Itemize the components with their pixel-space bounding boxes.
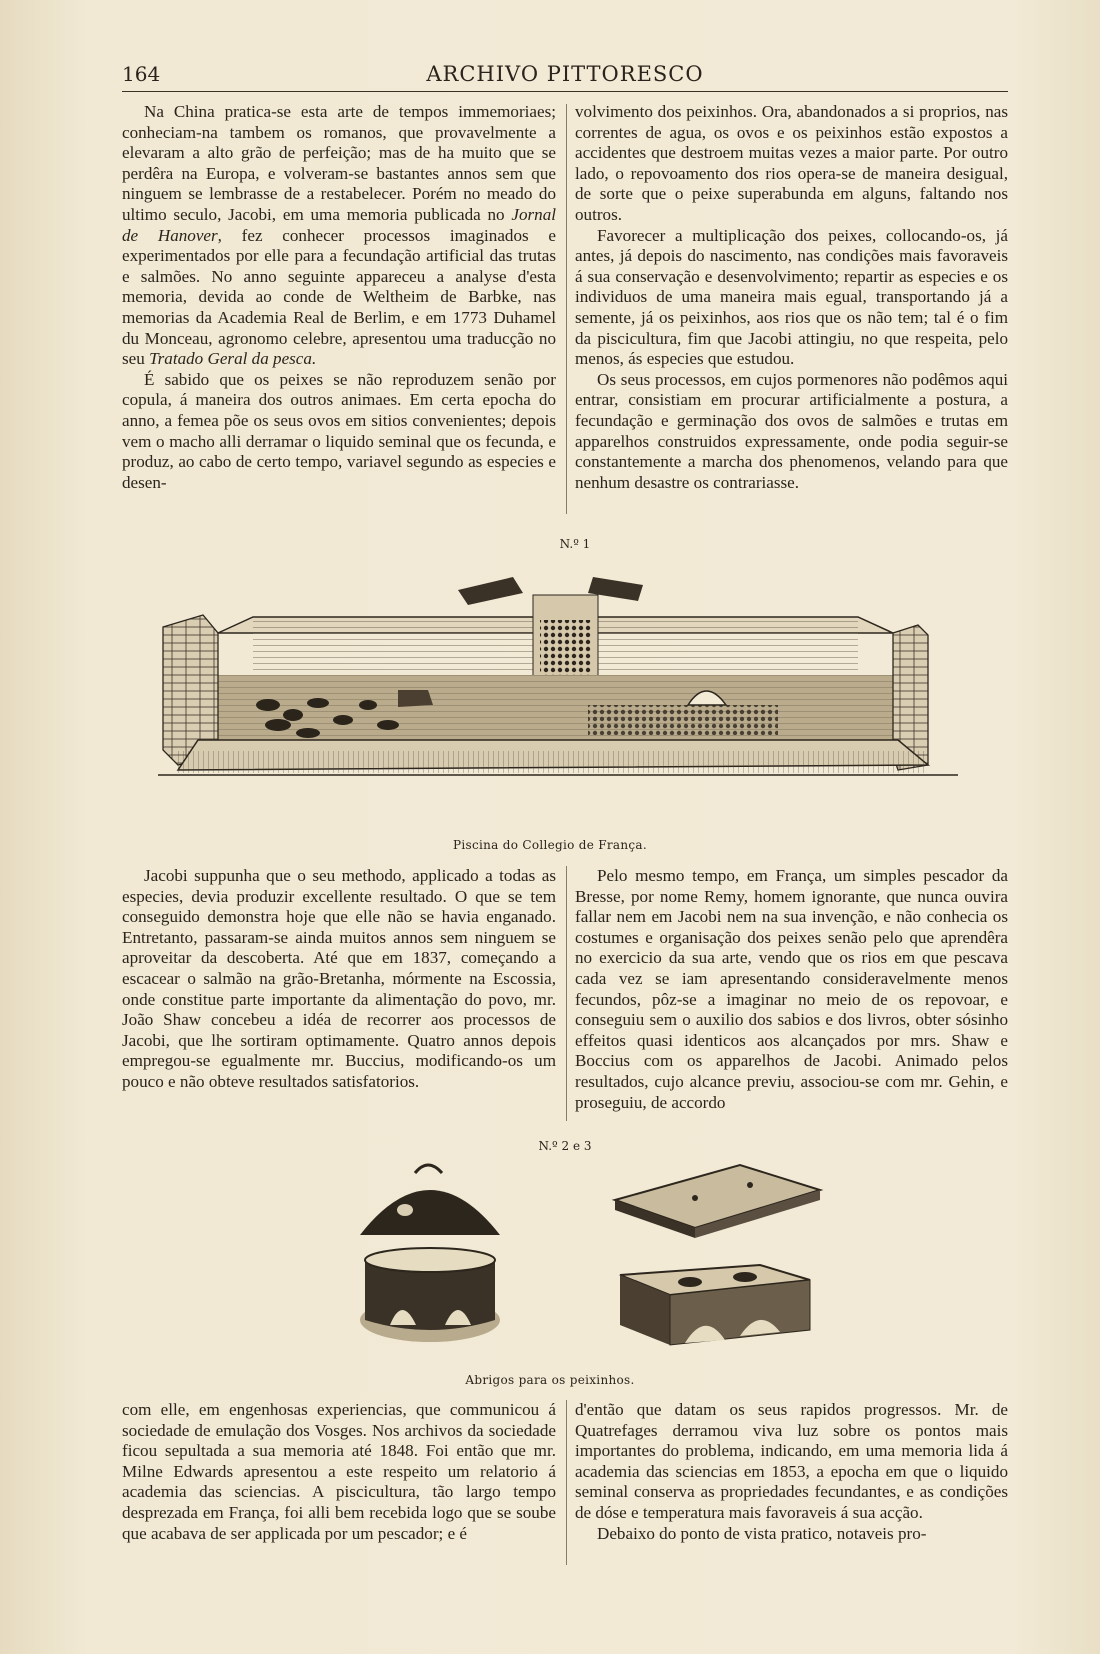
journal-title: ARCHIVO PITTORESCO: [426, 62, 704, 86]
column-divider: [566, 104, 567, 514]
column-right-1: [575, 102, 1008, 493]
paragraph: Os seus processos, em cujos pormenores não podêmos aqui entrar, consistiam em procurar artificialmente a postura, a fecundação e germinação dos ovos de salmões e trutas em apparelhos construidos expressamente, onde podia seguir-se constantemente a marcha dos phenomenos, velando para que nenhum desastre os contrariasse.: [575, 369, 1008, 492]
column-left-1: [122, 102, 556, 493]
header-rule: [122, 91, 1008, 92]
dome-shelter-engraving: [350, 1155, 515, 1355]
piscina-engraving: [158, 555, 958, 830]
paragraph: Favorecer a multiplicação dos peixes, collocando-os, já antes, já depois do nascimento, nas condições mais favoraveis á sua conservação e desenvolvimento; repartir as especies e os individuos de uma maneira mais egual, transportando já a semente, já os peixinhos, aos rios que os não tem; tal é o fim da piscicultura, fim que Jacobi attingiu, no que respeita, pelo menos, ás especies que estudou.: [575, 225, 1008, 369]
paragraph: Pelo mesmo tempo, em França, um simples pescador da Bresse, por nome Remy, homem ignorante, que nunca ouvira fallar nem em Jacobi nem na sua invenção, e não conhecia os costumes e organisação dos peixes senão pelo que aprendêra no exercicio da sua arte, vendo que os rios em que pescava cada vez se iam apresentando consideravelmente menos fecundos, pôz-se a imaginar no meio de os repovoar, e conseguiu sem o auxilio dos sabios e dos livros, obter sósinho effeitos quasi identicos aos alcançados por mrs. Shaw e Boccius com os apparelhos de Jacobi. Animado pelos resultados, cujo alcance previu, associou-se com mr. Gehin, e proseguiu, de accordo: [575, 866, 1008, 1112]
paragraph: Na China pratica-se esta arte de tempos immemoriaes; conheciam-na tambem os romanos, que provavelmente a elevaram a alto grão de perfeição; mas de ha muito que se perdêra na Europa, e volveram-se bastantes annos sem que ninguem se lembrasse de a restabelecer. Porém no meado do ultimo seculo, Jacobi, em uma memoria publicada no Jornal de Hanover, fez conhecer processos imaginados e experimentados por elle para a fecundação artificial das trutas e salmões. No anno seguinte appareceu a analyse d'esta memoria, devida ao conde de Weltheim de Barbke, nas memorias da Academia Real de Berlim, e em 1773 Duhamel du Monceau, agronomo celebre, apresentou uma traducção no seu Tratado Geral da pesca.: [122, 102, 556, 369]
figure-number: N.º 1: [559, 537, 591, 551]
box-shelter-engraving: [610, 1160, 825, 1360]
figure-caption: Piscina do Collegio de França.: [452, 838, 648, 852]
paragraph: d'então que datam os seus rapidos progressos. Mr. de Quatrefages derramou viva luz sobre os pontos mais importantes do problema, indicando, em uma memoria lida á academia das sciencias em 1853, a epocha em que o liquido seminal conserva as propriedades fecundantes, e as condições de dóse e temperatura mais favoraveis á sua acção.: [575, 1400, 1008, 1522]
paragraph: com elle, em engenhosas experiencias, que communicou á sociedade de emulação dos Vosges. Nos archivos da sociedade ficou sepultada a sua memoria até 1848. Foi então que mr. Milne Edwards apresentou a este respeito um relatorio á academia das sciencias. A piscicultura, tão largo tempo desprezada em França, foi alli bem recebida logo que se soube que acabava de ser applicada por um pescador; e é: [122, 1400, 556, 1543]
column-divider: [566, 1400, 567, 1565]
paragraph: Jacobi suppunha que o seu methodo, applicado a todas as especies, devia produzir excellente resultado. O que se tem conseguido demonstra hoje que elle não se havia enganado. Entretanto, passaram-se ainda muitos annos sem ninguem se aproveitar da descoberta. Até que em 1837, começando a escacear o salmão na grão-Bretanha, mórmente na Escossia, onde constitue parte importante da alimentação do povo, mr. João Shaw concebeu a idéa de recorrer aos processos de Jacobi, que lhe sortiram optimamente. Quatro annos depois empregou-se egualmente mr. Buccius, modificando-os um pouco e não obteve resultados satisfatorios.: [122, 866, 556, 1091]
figure-caption: Abrigos para os peixinhos.: [465, 1373, 635, 1387]
column-left-2: [122, 866, 556, 1093]
column-divider: [566, 866, 567, 1121]
column-right-3: [575, 1400, 1008, 1544]
paragraph: volvimento dos peixinhos. Ora, abandonados a si proprios, nas correntes de agua, os ovos e os peixinhos estão expostos a accidentes que destroem muitas vezes a maior parte. Por outro lado, o repovoamento dos rios opera-se de maneira desigual, de sorte que o peixe superabunda em alguns, faltando nos outros.: [575, 102, 1008, 224]
paragraph: Debaixo do ponto de vista pratico, notaveis pro-: [597, 1523, 927, 1543]
figure-number: N.º 2 e 3: [538, 1139, 592, 1153]
column-right-2: [575, 866, 1008, 1113]
column-left-3: [122, 1400, 556, 1544]
page-number: 164: [122, 62, 161, 86]
page-header: [122, 62, 1008, 92]
paragraph: É sabido que os peixes se não reproduzem senão por copula, á maneira dos outros animaes. Em certa epocha do anno, a femea põe os seus ovos em sitios convenientes; depois vem o macho alli derramar o liquido seminal que os fecunda, e produz, ao cabo de certo tempo, variavel segundo as especies e desen-: [122, 369, 556, 492]
